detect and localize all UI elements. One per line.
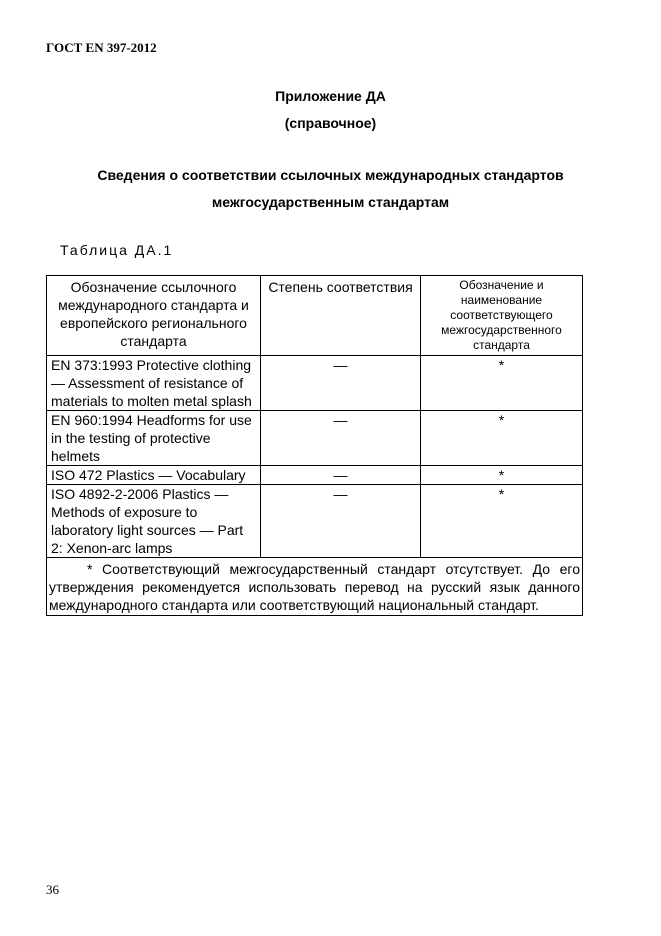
cell-degree: — (261, 485, 421, 558)
cell-degree: — (261, 411, 421, 466)
header-reference-standard: Обозначение ссылочного международного стандарта и европейского регионального стандарта (47, 276, 261, 356)
table-row (47, 411, 583, 466)
footnote-text: * Соответствующий межгосударственный стандарт отсутствует. До его утверждения рекомендуется использовать перевод на русский язык данного международного стандарта или соответствующий национальный стандарт. (49, 561, 580, 613)
cell-degree: — (261, 356, 421, 411)
cell-standard: ISO 472 Plastics — Vocabulary (47, 466, 261, 485)
cell-degree: — (261, 466, 421, 485)
cell-interstate: * (421, 485, 583, 558)
cell-standard: ISO 4892-2-2006 Plastics — Methods of exposure to laboratory light sources — Part 2: Xenon-arc lamps (47, 485, 261, 558)
cell-interstate: * (421, 411, 583, 466)
cell-standard: EN 960:1994 Headforms for use in the testing of protective helmets (47, 411, 261, 466)
cell-standard: EN 373:1993 Protective clothing — Assessment of resistance of materials to molten metal splash (47, 356, 261, 411)
table-footnote (47, 558, 583, 616)
cell-interstate: * (421, 466, 583, 485)
correspondence-table (46, 275, 583, 616)
header-interstate-standard: Обозначение и наименование соответствующего межгосударственного стандарта (421, 276, 583, 356)
annex-heading-line2: межгосударственным стандартам (211, 194, 450, 210)
table-header-row (47, 276, 583, 356)
table-row (47, 485, 583, 558)
table-row (47, 466, 583, 485)
annex-title: Приложение ДА (275, 88, 386, 104)
cell-interstate: * (421, 356, 583, 411)
table-caption: Таблица ДА.1 (60, 242, 174, 258)
annex-heading-line1: Сведения о соответствии ссылочных международных стандартов (97, 167, 564, 183)
table-row (47, 356, 583, 411)
table-footnote-row (47, 558, 583, 616)
document-id: ГОСТ EN 397-2012 (46, 40, 157, 55)
header-degree: Степень соответствия (261, 276, 421, 356)
annex-subtitle: (справочное) (284, 115, 377, 131)
page-number: 36 (46, 882, 59, 897)
